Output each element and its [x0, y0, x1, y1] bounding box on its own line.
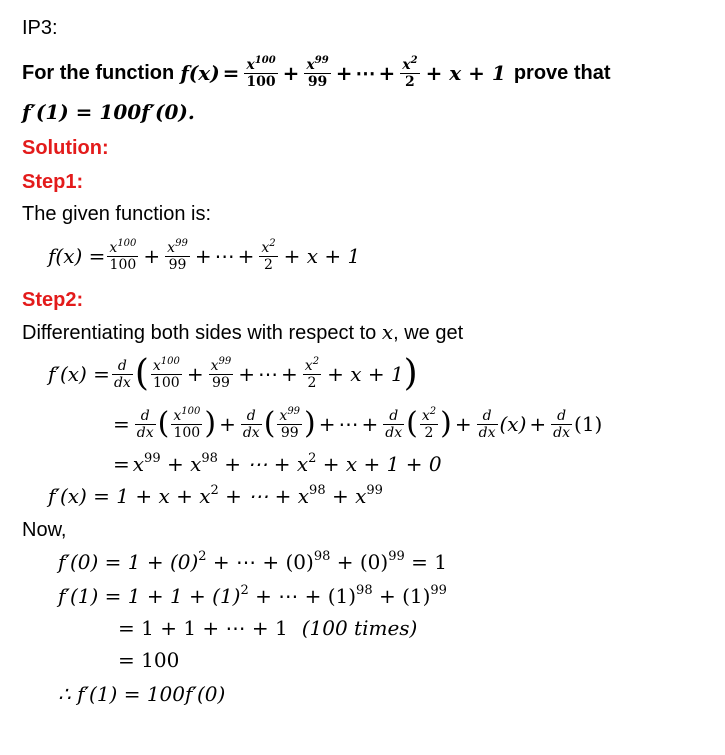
conclusion: ∴ f′(1) = 100f′(0) [58, 682, 226, 706]
problem-tail: + x + 1 [425, 61, 506, 85]
step1-heading: Step1: [22, 171, 84, 193]
step1-plus-1: + [143, 244, 161, 268]
step2-intro-x: x [381, 320, 394, 344]
step2-line1: f′(x) = $\frac{d}{dx}$ ( $\frac{x^{100}}{100}$ + $\frac{x^{99}}{99}$ + ⋯ + $\frac{x^2}{2}$ + x + 1 ) [48, 353, 418, 394]
step1-plus-3: + [237, 244, 255, 268]
problem-plus-2: + [335, 61, 353, 85]
problem-frac-99: $\frac{x^{99}}{99}$ [306, 54, 329, 90]
step2-line3: = $x^{99} + x^{98}$ + ⋯ + $x^2 + x + 1 + 0$ [113, 451, 442, 476]
step2-intro: Differentiating both sides with respect to x, we get [22, 320, 464, 344]
problem-plus-3: + [378, 61, 396, 85]
step1-tail: + x + 1 [283, 244, 361, 268]
problem-lead: For the function [22, 62, 175, 84]
paren-close-1: ) [403, 353, 418, 394]
problem-id: IP3: [22, 17, 58, 39]
now-line1: $f'(0) = 1 + (0)^2$ + ⋯ + $(0)^{98} + (0)^{99} = 1$ [58, 549, 447, 574]
now-line3: = 1 + 1 + ⋯ + 1 (100 times) [118, 616, 418, 640]
problem-statement [22, 48, 611, 98]
step1-frac-2: $\frac{x^2}{2}$ [261, 237, 276, 273]
problem-claim: f′(1) = 100f′(0). [22, 100, 195, 124]
problem-prove: prove that [513, 62, 611, 84]
problem-eq: = [222, 61, 240, 85]
now-label: Now, [22, 519, 67, 541]
step2-lhs: f′(x) = [48, 362, 110, 386]
step1-dots: ⋯ [214, 244, 235, 268]
solution-heading: Solution: [22, 137, 109, 159]
step1-lhs: f(x) = [48, 244, 106, 268]
now-line4: = 100 [118, 648, 180, 672]
paren-open-1: ( [134, 353, 149, 394]
problem-frac-2: $\frac{x^2}{2}$ [402, 54, 418, 90]
step1-frac-99: $\frac{x^{99}}{99}$ [167, 237, 188, 273]
step2-heading: Step2: [22, 289, 84, 311]
step1-frac-100: $\frac{x^{100}}{100}$ [109, 237, 137, 273]
step1-plus-2: + [194, 244, 212, 268]
step1-intro: The given function is: [22, 203, 211, 225]
step2-line2: = $\frac{d}{dx}$ ( $\frac{x^{100}}{100}$ ) + $\frac{d}{dx}$ ( $\frac{x^{99}}{99}$ ) + ⋯ + $\frac{d}{dx}$ ( $\frac{x^2}{2}$ ) + $\frac{d}{dx}$ (x) + $\frac{d}{dx}$ (1) [113, 405, 603, 441]
problem-fx: f(x) [180, 61, 220, 85]
now-line2: $f'(1) = 1 + 1 + (1)^2$ + ⋯ + $(1)^{98} + (1)^{99}$ [58, 583, 447, 608]
problem-dots: ⋯ [355, 61, 376, 85]
step1-equation [48, 230, 360, 282]
problem-plus-1: + [282, 61, 300, 85]
d-dx-1: $\frac{d}{dx}$ [113, 357, 131, 391]
step2-line4: $f'(x) = 1 + x + x^2$ + ⋯ + $x^{98} + x^{99}$ [48, 483, 383, 508]
problem-frac-100: $\frac{x^{100}}{100}$ [246, 54, 276, 90]
